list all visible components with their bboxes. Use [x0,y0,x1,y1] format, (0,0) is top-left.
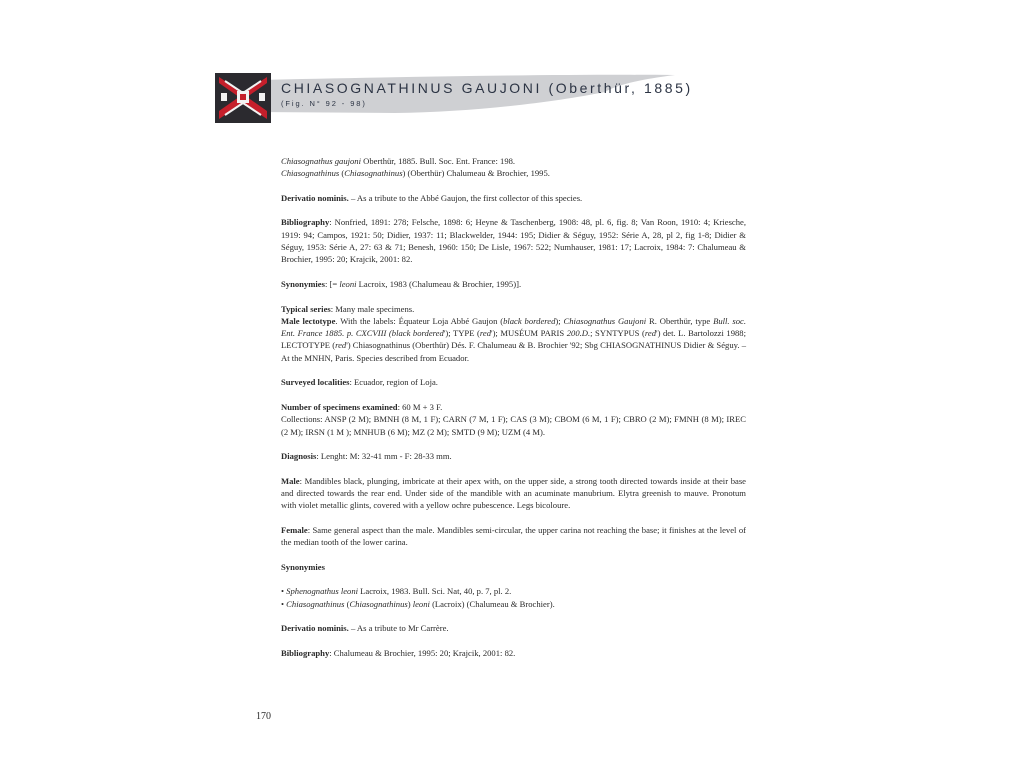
synonymies-heading: Synonymies [281,561,325,572]
derivatio-nominis-2: Derivatio nominis. – As a tribute to Mr Carrère. [281,623,449,634]
ornament-emblem-icon [215,73,271,123]
male-lectotype: Male lectotype. With the labels: Équateur Loja Abbé Gaujon (black bordered); Chiasognathus Gaujoni R. Oberthür, type Bull. soc. Ent. France 1885. p. CXCVIII (black bordered'); TYPE (red'); MUSÉUM PARIS 200.D.; SYNTYPUS (red') det. L. Bartolozzi 1988; LECTOTYPE (red') Chiasognathinus (Oberthür) Dés. F. Chalumeau & B. Brochier '92; Sbg CHIASOGNATHINUS Didier & Séguy. – At the MNHN, Paris. Species described from Ecuador. [281,315,747,363]
name-line-1: Chiasognathus gaujoni Oberthür, 1885. Bull. Soc. Ent. France: 198. [281,156,516,166]
typical-series: Typical series: Many male specimens. [281,303,415,314]
synonymies: Synonymies: [= leoni Lacroix, 1983 (Chalumeau & Brochier, 1995)]. [281,278,522,289]
collections: Collections: ANSP (2 M); BMNH (8 M, 1 F); CARN (7 M, 1 F); CAS (3 M); CBOM (6 M, 1 F); CBRO (2 M); FMNH (8 M); IREC (2 M); IRSN (1 M ); MNHUB (6 M); MZ (2 M); SMTD (9 M); UZM (4 M). [281,414,746,437]
synonym-item-2: • Chiasognathinus (Chiasognathinus) leoni (Lacroix) (Chalumeau & Brochier). [281,598,555,609]
name-line-2: Chiasognathinus (Chiasognathinus) (Oberthür) Chalumeau & Brochier, 1995. [281,168,550,179]
species-description [281,155,746,659]
page-number: 170 [256,711,271,722]
female-description: Female: Same general aspect than the male. Mandibles semi-circular, the upper carina not reaching the base; it finishes at the level of the median tooth of the lower carina. [281,524,746,548]
bibliography-2: Bibliography: Chalumeau & Brochier, 1995: 20; Krajcik, 2001: 82. [281,647,516,658]
diagnosis: Diagnosis: Lenght: M: 32-41 mm - F: 28-33 mm. [281,451,452,462]
surveyed-localities: Surveyed localities: Ecuador, region of Loja. [281,377,438,388]
bibliography: Bibliography: Nonfried, 1891: 278; Felsche, 1898: 6; Heyne & Taschenberg, 1908: 48, pl. 6, fig. 8; Van Roon, 1910: 4; Kriesche, 1919: 94; Campos, 1921: 50; Didier, 1937: 11; Blackwelder, 1944: 195; Didier & Séguy, 1952: Série A, 28, pl 2, fig 1-8; Didier & Séguy, 1953: Série A, 27: 63 & 71; Benesh, 1960: 150; De Lisle, 1967: 522; Numhauser, 1981: 17; Lacroix, 1984: 7: Chalumeau & Brochier, 1995: 20; Krajcik, 2001: 82. [281,217,746,265]
synonym-item-1: • Sphenognathus leoni Lacroix, 1983. Bull. Sci. Nat, 40, p. 7, pl. 2. [281,586,512,597]
specimens-examined: Number of specimens examined: 60 M + 3 F. [281,401,443,412]
species-title: CHIASOGNATHINUS GAUJONI (Oberthür, 1885) [281,80,693,96]
figure-reference: (Fig. N° 92 - 98) [281,99,367,108]
derivatio-nominis: Derivatio nominis. – As a tribute to the Abbé Gaujon, the first collector of this species. [281,192,583,203]
male-description: Male: Mandibles black, plunging, imbricate at their apex with, on the upper side, a strong tooth directed towards inside at their base and directed towards the rear end. Under side of the mandible with an acuminate manubrium. Elytra greenish to mauve. Pronotum with violet metallic glints, covered with a yellow ochre pubescence. Legs bicoloure. [281,475,746,511]
